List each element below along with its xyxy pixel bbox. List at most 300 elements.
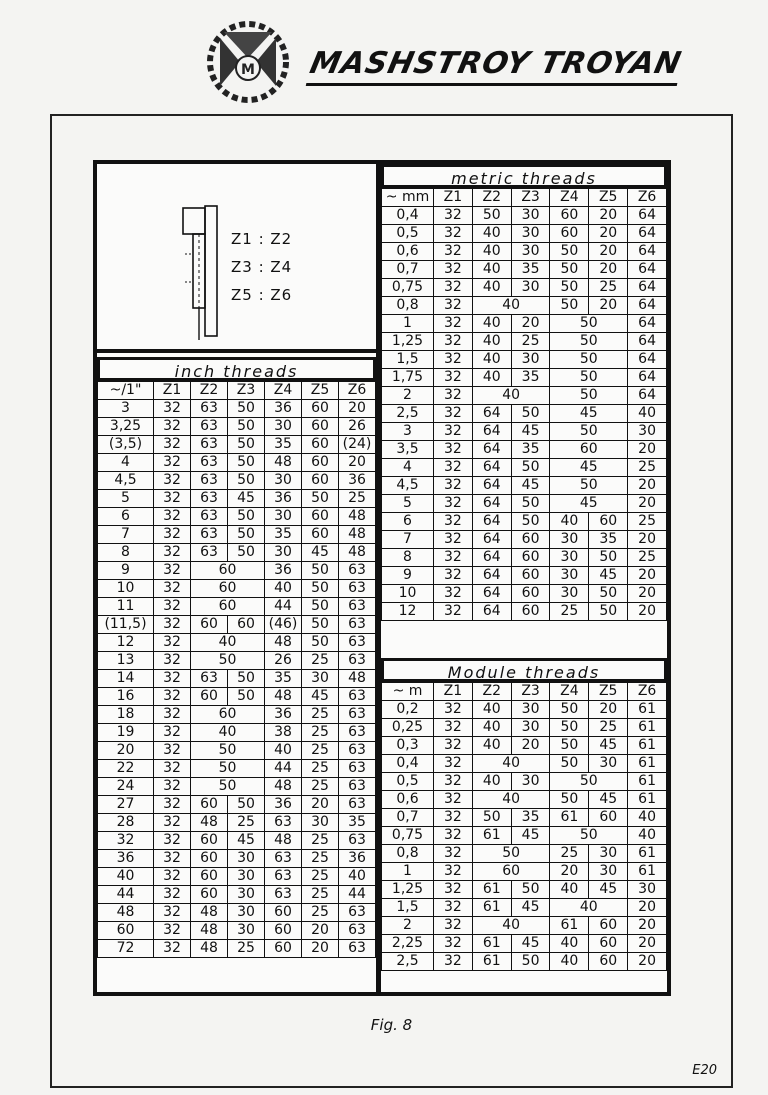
gear-teeth-cell: 63 bbox=[339, 688, 376, 706]
gear-teeth-cell: 25 bbox=[628, 513, 667, 531]
gear-teeth-cell: 50 bbox=[550, 423, 628, 441]
thread-pitch-cell: 6 bbox=[98, 508, 154, 526]
thread-pitch-cell: 0,75 bbox=[382, 279, 434, 297]
thread-pitch-cell: 4,5 bbox=[382, 477, 434, 495]
gear-teeth-cell: 64 bbox=[472, 549, 511, 567]
inch-threads-title: inch threads bbox=[97, 357, 376, 381]
gear-teeth-cell: 40 bbox=[472, 261, 511, 279]
gear-teeth-cell: 25 bbox=[339, 490, 376, 508]
gear-teeth-cell: 61 bbox=[628, 791, 667, 809]
gear-teeth-cell: 32 bbox=[154, 580, 191, 598]
inch-col-header: Z5 bbox=[302, 382, 339, 400]
thread-pitch-cell: 7 bbox=[98, 526, 154, 544]
gear-teeth-cell: 64 bbox=[628, 333, 667, 351]
inch-threads-section bbox=[97, 357, 376, 958]
gear-teeth-cell: 38 bbox=[265, 724, 302, 742]
thread-pitch-cell: 8 bbox=[98, 544, 154, 562]
ratio-z5-z6: Z5 : Z6 bbox=[231, 286, 293, 304]
metric-col-header: Z1 bbox=[434, 189, 473, 207]
gear-teeth-cell: 30 bbox=[511, 719, 550, 737]
inch-col-header: Z1 bbox=[154, 382, 191, 400]
gear-teeth-cell: 32 bbox=[434, 585, 473, 603]
gear-teeth-cell: 35 bbox=[339, 814, 376, 832]
gear-teeth-cell: 40 bbox=[472, 297, 550, 315]
gear-teeth-cell: 20 bbox=[628, 603, 667, 621]
gear-teeth-cell: 25 bbox=[511, 333, 550, 351]
table-row bbox=[98, 634, 376, 652]
module-col-header: Z3 bbox=[511, 683, 550, 701]
gear-teeth-cell: 60 bbox=[265, 904, 302, 922]
gear-teeth-cell: 60 bbox=[589, 935, 628, 953]
gear-teeth-cell: 50 bbox=[228, 670, 265, 688]
gear-teeth-cell: 35 bbox=[265, 670, 302, 688]
thread-pitch-cell: 6 bbox=[382, 513, 434, 531]
gear-teeth-cell: 50 bbox=[228, 796, 265, 814]
gear-teeth-cell: 63 bbox=[339, 706, 376, 724]
thread-pitch-cell: 0,6 bbox=[382, 791, 434, 809]
gear-teeth-cell: 63 bbox=[339, 742, 376, 760]
gear-teeth-cell: 60 bbox=[191, 580, 265, 598]
gear-teeth-cell: 32 bbox=[154, 850, 191, 868]
gear-teeth-cell: 64 bbox=[628, 207, 667, 225]
thread-pitch-cell: 0,25 bbox=[382, 719, 434, 737]
gear-emblem-icon bbox=[200, 18, 296, 106]
gear-teeth-cell: 63 bbox=[191, 436, 228, 454]
table-row bbox=[382, 387, 667, 405]
gear-teeth-cell: 32 bbox=[434, 917, 473, 935]
gear-teeth-cell: 64 bbox=[472, 459, 511, 477]
gear-teeth-cell: 25 bbox=[302, 742, 339, 760]
gear-teeth-cell: 60 bbox=[191, 796, 228, 814]
gear-teeth-cell: 36 bbox=[265, 562, 302, 580]
gear-teeth-cell: 50 bbox=[191, 778, 265, 796]
thread-pitch-cell: 0,6 bbox=[382, 243, 434, 261]
gear-teeth-cell: 64 bbox=[472, 495, 511, 513]
gear-teeth-cell: 61 bbox=[628, 845, 667, 863]
gear-teeth-cell: 30 bbox=[628, 423, 667, 441]
gear-teeth-cell: 32 bbox=[154, 454, 191, 472]
gear-teeth-cell: 40 bbox=[550, 899, 628, 917]
gear-teeth-cell: 48 bbox=[191, 904, 228, 922]
gear-teeth-cell: 50 bbox=[228, 418, 265, 436]
gear-teeth-cell: 32 bbox=[154, 940, 191, 958]
module-col-header: Z4 bbox=[550, 683, 589, 701]
metric-col-header: Z5 bbox=[589, 189, 628, 207]
gear-teeth-cell: 50 bbox=[550, 333, 628, 351]
gear-teeth-cell: 40 bbox=[472, 791, 550, 809]
gear-teeth-cell: 32 bbox=[434, 845, 473, 863]
gear-teeth-cell: 32 bbox=[434, 441, 473, 459]
gear-teeth-cell: 25 bbox=[228, 940, 265, 958]
gear-teeth-cell: (24) bbox=[339, 436, 376, 454]
thread-table-sheet bbox=[93, 160, 671, 996]
gear-teeth-cell: 60 bbox=[191, 886, 228, 904]
gear-teeth-cell: 50 bbox=[550, 791, 589, 809]
gear-teeth-cell: 32 bbox=[434, 549, 473, 567]
thread-pitch-cell: 1,5 bbox=[382, 899, 434, 917]
metric-col-header: Z2 bbox=[472, 189, 511, 207]
gear-teeth-cell: 61 bbox=[628, 737, 667, 755]
gear-teeth-cell: 63 bbox=[265, 850, 302, 868]
module-header-row bbox=[382, 683, 667, 701]
table-row bbox=[382, 881, 667, 899]
table-row bbox=[98, 490, 376, 508]
gear-teeth-cell: 40 bbox=[472, 351, 511, 369]
gear-teeth-cell: 40 bbox=[191, 724, 265, 742]
gear-teeth-cell: 30 bbox=[550, 549, 589, 567]
gear-teeth-cell: 32 bbox=[434, 719, 473, 737]
gear-teeth-cell: 25 bbox=[302, 868, 339, 886]
gear-teeth-cell: 30 bbox=[511, 225, 550, 243]
thread-pitch-cell: (11,5) bbox=[98, 616, 154, 634]
gear-teeth-cell: 63 bbox=[191, 544, 228, 562]
gear-teeth-cell: 40 bbox=[550, 513, 589, 531]
gear-teeth-cell: 63 bbox=[265, 868, 302, 886]
brand-name: MASHSTROY TROYAN bbox=[306, 46, 685, 86]
gear-teeth-cell: 64 bbox=[472, 405, 511, 423]
gear-teeth-cell: 60 bbox=[191, 706, 265, 724]
table-row bbox=[98, 940, 376, 958]
table-row bbox=[382, 603, 667, 621]
gear-teeth-cell: 61 bbox=[550, 809, 589, 827]
gear-teeth-cell: 60 bbox=[511, 603, 550, 621]
thread-pitch-cell: 20 bbox=[98, 742, 154, 760]
thread-pitch-cell: 40 bbox=[98, 868, 154, 886]
gear-teeth-cell: 32 bbox=[154, 814, 191, 832]
gear-teeth-cell: 50 bbox=[302, 562, 339, 580]
gear-teeth-cell: 25 bbox=[302, 652, 339, 670]
gear-teeth-cell: 50 bbox=[228, 436, 265, 454]
thread-pitch-cell: 12 bbox=[98, 634, 154, 652]
gear-teeth-cell: 32 bbox=[154, 760, 191, 778]
gear-teeth-cell: 30 bbox=[511, 701, 550, 719]
gear-teeth-cell: 50 bbox=[228, 454, 265, 472]
table-row bbox=[382, 935, 667, 953]
thread-pitch-cell: 3,5 bbox=[382, 441, 434, 459]
gear-teeth-cell: 60 bbox=[550, 207, 589, 225]
table-row bbox=[382, 369, 667, 387]
gear-teeth-cell: 48 bbox=[265, 634, 302, 652]
gear-teeth-cell: 20 bbox=[589, 243, 628, 261]
thread-pitch-cell: 2 bbox=[382, 917, 434, 935]
gear-teeth-cell: 61 bbox=[472, 935, 511, 953]
thread-pitch-cell: 3 bbox=[98, 400, 154, 418]
table-row bbox=[382, 863, 667, 881]
gear-teeth-cell: 50 bbox=[511, 881, 550, 899]
gear-teeth-cell: 20 bbox=[628, 441, 667, 459]
gear-teeth-cell: 63 bbox=[265, 814, 302, 832]
gear-teeth-cell: 44 bbox=[265, 598, 302, 616]
gear-teeth-cell: 32 bbox=[434, 297, 473, 315]
gear-teeth-cell: 32 bbox=[154, 886, 191, 904]
module-threads-section bbox=[381, 658, 667, 971]
gear-teeth-cell: 48 bbox=[265, 454, 302, 472]
gear-teeth-cell: 45 bbox=[550, 459, 628, 477]
gear-teeth-cell: 63 bbox=[191, 508, 228, 526]
thread-pitch-cell: 1 bbox=[382, 315, 434, 333]
gear-teeth-cell: 50 bbox=[550, 369, 628, 387]
thread-pitch-cell: 3,25 bbox=[98, 418, 154, 436]
thread-pitch-cell: 7 bbox=[382, 531, 434, 549]
thread-pitch-cell: 10 bbox=[382, 585, 434, 603]
table-row bbox=[382, 441, 667, 459]
gear-teeth-cell: 32 bbox=[434, 737, 473, 755]
gear-teeth-cell: 20 bbox=[628, 953, 667, 971]
gear-teeth-cell: 61 bbox=[472, 899, 511, 917]
metric-header-row bbox=[382, 189, 667, 207]
gear-teeth-cell: 32 bbox=[434, 387, 473, 405]
gear-teeth-cell: 50 bbox=[302, 490, 339, 508]
gear-teeth-cell: 32 bbox=[154, 796, 191, 814]
thread-pitch-cell: 4,5 bbox=[98, 472, 154, 490]
gear-teeth-cell: 26 bbox=[265, 652, 302, 670]
gear-teeth-cell: 32 bbox=[434, 261, 473, 279]
gear-teeth-cell: 35 bbox=[265, 436, 302, 454]
gear-teeth-cell: 32 bbox=[154, 922, 191, 940]
gear-teeth-cell: 61 bbox=[472, 827, 511, 845]
gear-teeth-cell: 32 bbox=[434, 423, 473, 441]
gear-teeth-cell: 36 bbox=[339, 472, 376, 490]
gear-teeth-cell: 32 bbox=[154, 508, 191, 526]
gear-teeth-cell: 45 bbox=[589, 567, 628, 585]
gear-teeth-cell: 20 bbox=[589, 225, 628, 243]
table-row bbox=[382, 755, 667, 773]
thread-pitch-cell: 1,25 bbox=[382, 333, 434, 351]
thread-pitch-cell: 8 bbox=[382, 549, 434, 567]
gear-teeth-cell: 25 bbox=[302, 778, 339, 796]
thread-pitch-cell: 0,3 bbox=[382, 737, 434, 755]
gear-teeth-cell: 32 bbox=[434, 405, 473, 423]
gear-teeth-cell: 60 bbox=[191, 562, 265, 580]
gear-teeth-cell: 40 bbox=[472, 315, 511, 333]
gear-teeth-cell: 61 bbox=[472, 953, 511, 971]
table-row bbox=[98, 850, 376, 868]
gear-teeth-cell: 40 bbox=[472, 917, 550, 935]
gear-teeth-cell: 35 bbox=[511, 441, 550, 459]
thread-pitch-cell: 4 bbox=[382, 459, 434, 477]
table-row bbox=[382, 719, 667, 737]
thread-pitch-cell: 14 bbox=[98, 670, 154, 688]
thread-pitch-cell: 12 bbox=[382, 603, 434, 621]
metric-col-header: Z3 bbox=[511, 189, 550, 207]
gear-teeth-cell: 25 bbox=[302, 706, 339, 724]
gear-teeth-cell: 50 bbox=[550, 279, 589, 297]
page-code: E20 bbox=[692, 1063, 717, 1078]
table-row bbox=[98, 886, 376, 904]
gear-teeth-cell: 60 bbox=[511, 567, 550, 585]
gear-teeth-cell: 60 bbox=[191, 688, 228, 706]
gear-teeth-cell: 48 bbox=[191, 922, 228, 940]
gear-teeth-cell: 25 bbox=[628, 549, 667, 567]
gear-teeth-cell: 50 bbox=[191, 742, 265, 760]
gear-teeth-cell: 45 bbox=[589, 791, 628, 809]
gear-teeth-cell: 32 bbox=[154, 526, 191, 544]
gear-teeth-cell: 30 bbox=[265, 544, 302, 562]
brand-header bbox=[200, 18, 685, 108]
gear-teeth-cell: 64 bbox=[628, 279, 667, 297]
gear-teeth-cell: 63 bbox=[265, 886, 302, 904]
gear-teeth-cell: 60 bbox=[589, 953, 628, 971]
gear-teeth-cell: 45 bbox=[589, 881, 628, 899]
gear-teeth-cell: 60 bbox=[265, 922, 302, 940]
gear-teeth-cell: 50 bbox=[191, 652, 265, 670]
thread-pitch-cell: 24 bbox=[98, 778, 154, 796]
gear-teeth-cell: 35 bbox=[265, 526, 302, 544]
table-row bbox=[98, 742, 376, 760]
gear-teeth-cell: 63 bbox=[339, 796, 376, 814]
table-row bbox=[382, 495, 667, 513]
gear-teeth-cell: 40 bbox=[472, 755, 550, 773]
ratio-z3-z4: Z3 : Z4 bbox=[231, 258, 293, 276]
gear-teeth-cell: 20 bbox=[511, 737, 550, 755]
gear-teeth-cell: 64 bbox=[472, 423, 511, 441]
gear-teeth-cell: 45 bbox=[550, 405, 628, 423]
gear-diagram bbox=[97, 164, 376, 353]
gear-teeth-cell: 25 bbox=[302, 724, 339, 742]
thread-pitch-cell: 2 bbox=[382, 387, 434, 405]
table-row bbox=[382, 459, 667, 477]
gear-teeth-cell: 30 bbox=[228, 922, 265, 940]
gear-teeth-cell: 20 bbox=[589, 261, 628, 279]
gear-teeth-cell: 60 bbox=[302, 526, 339, 544]
table-row bbox=[382, 827, 667, 845]
gear-teeth-cell: 32 bbox=[434, 899, 473, 917]
gear-teeth-cell: 32 bbox=[434, 809, 473, 827]
thread-pitch-cell: 0,5 bbox=[382, 225, 434, 243]
table-row bbox=[382, 737, 667, 755]
gear-teeth-cell: 40 bbox=[550, 881, 589, 899]
table-row bbox=[382, 531, 667, 549]
gear-teeth-cell: 30 bbox=[228, 868, 265, 886]
gear-teeth-cell: 32 bbox=[154, 832, 191, 850]
gear-teeth-cell: 32 bbox=[434, 531, 473, 549]
gear-teeth-cell: 30 bbox=[511, 243, 550, 261]
gear-teeth-cell: 60 bbox=[302, 400, 339, 418]
metric-table-body bbox=[382, 207, 667, 621]
gear-teeth-cell: 50 bbox=[550, 737, 589, 755]
gear-teeth-cell: 40 bbox=[265, 742, 302, 760]
module-threads-title: Module threads bbox=[381, 658, 667, 682]
table-row bbox=[98, 652, 376, 670]
gear-teeth-cell: 63 bbox=[339, 760, 376, 778]
gear-teeth-cell: 40 bbox=[472, 773, 511, 791]
thread-pitch-cell: (3,5) bbox=[98, 436, 154, 454]
svg-text:M: M bbox=[241, 62, 255, 78]
figure-caption: Fig. 8 bbox=[370, 1016, 413, 1034]
table-row bbox=[98, 418, 376, 436]
gear-teeth-cell: 32 bbox=[154, 688, 191, 706]
table-row bbox=[382, 207, 667, 225]
gear-teeth-cell: 20 bbox=[628, 917, 667, 935]
gear-teeth-cell: 60 bbox=[191, 832, 228, 850]
gear-train-icon bbox=[179, 204, 239, 344]
thread-pitch-cell: 2,25 bbox=[382, 935, 434, 953]
gear-teeth-cell: 30 bbox=[265, 508, 302, 526]
gear-teeth-cell: 64 bbox=[472, 513, 511, 531]
gear-teeth-cell: 50 bbox=[589, 603, 628, 621]
gear-teeth-cell: 64 bbox=[628, 369, 667, 387]
gear-teeth-cell: 60 bbox=[191, 598, 265, 616]
gear-teeth-cell: 32 bbox=[154, 778, 191, 796]
thread-pitch-cell: 36 bbox=[98, 850, 154, 868]
gear-teeth-cell: 32 bbox=[154, 436, 191, 454]
gear-teeth-cell: 30 bbox=[589, 845, 628, 863]
gear-teeth-cell: 61 bbox=[628, 863, 667, 881]
gear-teeth-cell: 32 bbox=[434, 369, 473, 387]
gear-teeth-cell: 50 bbox=[511, 953, 550, 971]
gear-teeth-cell: 45 bbox=[228, 490, 265, 508]
gear-teeth-cell: 60 bbox=[302, 418, 339, 436]
thread-pitch-cell: 0,8 bbox=[382, 297, 434, 315]
gear-teeth-cell: 63 bbox=[339, 652, 376, 670]
table-row bbox=[98, 922, 376, 940]
gear-teeth-cell: 30 bbox=[511, 207, 550, 225]
gear-teeth-cell: 45 bbox=[511, 477, 550, 495]
thread-pitch-cell: 11 bbox=[98, 598, 154, 616]
gear-teeth-cell: 40 bbox=[628, 405, 667, 423]
gear-teeth-cell: 35 bbox=[511, 261, 550, 279]
gear-teeth-cell: 36 bbox=[265, 706, 302, 724]
gear-teeth-cell: 45 bbox=[511, 423, 550, 441]
table-row bbox=[98, 670, 376, 688]
gear-teeth-cell: 60 bbox=[589, 513, 628, 531]
gear-teeth-cell: 36 bbox=[339, 850, 376, 868]
inch-header-row bbox=[98, 382, 376, 400]
table-row bbox=[382, 953, 667, 971]
gear-teeth-cell: 30 bbox=[302, 670, 339, 688]
module-table-body bbox=[382, 701, 667, 971]
gear-teeth-cell: 48 bbox=[191, 940, 228, 958]
table-row bbox=[382, 549, 667, 567]
table-row bbox=[382, 899, 667, 917]
thread-pitch-cell: 44 bbox=[98, 886, 154, 904]
gear-teeth-cell: 61 bbox=[628, 701, 667, 719]
gear-teeth-cell: 32 bbox=[434, 953, 473, 971]
gear-teeth-cell: 63 bbox=[191, 400, 228, 418]
gear-teeth-cell: 26 bbox=[339, 418, 376, 436]
gear-teeth-cell: 64 bbox=[628, 243, 667, 261]
thread-pitch-cell: 5 bbox=[382, 495, 434, 513]
gear-teeth-cell: 64 bbox=[628, 315, 667, 333]
thread-pitch-cell: 60 bbox=[98, 922, 154, 940]
gear-teeth-cell: 25 bbox=[228, 814, 265, 832]
gear-teeth-cell: 60 bbox=[265, 940, 302, 958]
metric-threads-section bbox=[381, 164, 667, 621]
table-row bbox=[98, 526, 376, 544]
gear-teeth-cell: 32 bbox=[154, 706, 191, 724]
gear-teeth-cell: 50 bbox=[228, 526, 265, 544]
gear-teeth-cell: 32 bbox=[434, 279, 473, 297]
gear-teeth-cell: 50 bbox=[550, 351, 628, 369]
gear-teeth-cell: 20 bbox=[589, 297, 628, 315]
gear-teeth-cell: 40 bbox=[550, 935, 589, 953]
gear-teeth-cell: 61 bbox=[550, 917, 589, 935]
gear-teeth-cell: 50 bbox=[472, 845, 550, 863]
gear-teeth-cell: 50 bbox=[550, 827, 628, 845]
thread-pitch-cell: 2,5 bbox=[382, 953, 434, 971]
gear-teeth-cell: 20 bbox=[628, 935, 667, 953]
gear-teeth-cell: 64 bbox=[628, 297, 667, 315]
gear-teeth-cell: 63 bbox=[339, 904, 376, 922]
gear-teeth-cell: 64 bbox=[628, 261, 667, 279]
gear-teeth-cell: 50 bbox=[302, 634, 339, 652]
gear-teeth-cell: 30 bbox=[511, 351, 550, 369]
gear-teeth-cell: 63 bbox=[191, 490, 228, 508]
gear-teeth-cell: 48 bbox=[265, 778, 302, 796]
gear-teeth-cell: 20 bbox=[628, 567, 667, 585]
gear-teeth-cell: 32 bbox=[434, 755, 473, 773]
gear-teeth-cell: 20 bbox=[628, 495, 667, 513]
